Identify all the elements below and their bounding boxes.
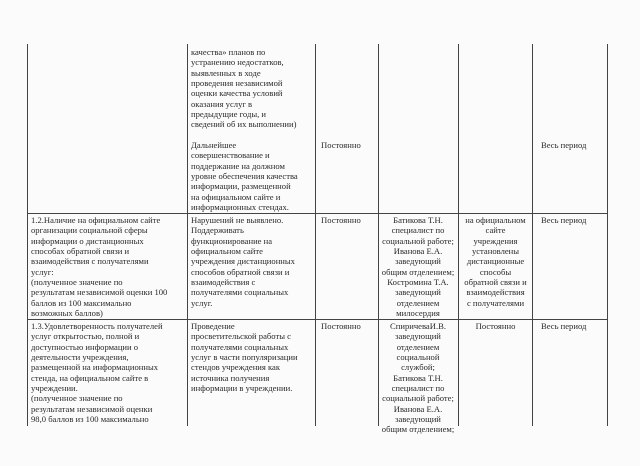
table-border-left [27,44,28,426]
row1-criterion [31,47,185,211]
row2-measure: Нарушений не выявлено. Поддерживать функционирование на официальном сайте учреждения дистанционных способов обратной связи и взаимодействия с получателями социальных услуг. [191,215,295,308]
table-border-col3 [315,44,316,426]
row2-deadline: Постоянно [321,215,361,225]
row2-responsible: Батикова Т.Н. специалист по социальной работе; Иванова Е.А. заведующий общим отделением; Костромина Т.А. заведующий отделением милосердия [381,215,455,319]
row3-result: Постоянно [475,321,516,331]
row2-period: Весь период [541,215,587,225]
row1-responsible [379,47,457,59]
row2-criterion: 1.2.Наличие на официальном сайте организации социальной сферы информации о дистанционных способах обратной связи и взаимодействия с получателями услуг: (полученное значение по результатам независимой оценки 100 баллов из 100 максимально возможных баллов) [31,215,168,319]
table-border-col6 [532,44,533,426]
row3-responsible: СпиричеваИ.В. заведующий отделением социальной службой; Батикова Т.Н. специалист по социальной работе; Иванова Е.А. заведующий общим отделением; [381,321,455,435]
row3-period: Весь период [541,321,587,331]
table-row-divider-2 [27,319,608,320]
row1-deadline: Постоянно [321,140,361,150]
table-border-col2 [187,44,188,426]
row1-result [459,47,532,59]
row2-result: на официальном сайте учреждения установлены дистанционные способы обратной связи и взаимодействия с получателями [464,215,527,308]
row3-criterion: 1.3.Удовлетворенность получателей услуг открытостью, полной и доступностью информации о деятельности учреждения, размещенной на информационных стенда, на официальном сайте в учреждении. (полученное значение по результатам независимой оценки 98,0 баллов из 100 максимально [31,321,163,425]
row3-measure: Проведение просветительской работы с получателями социальных услуг в части популяризации стендов учреждения как источника получения информации в учреждении. [191,321,298,394]
table-border-right [607,44,608,426]
row3-deadline: Постоянно [321,321,361,331]
row1-measure: качества» планов по устранению недостатков, выявленных в ходе проведения независимой оценки качества условий оказания услуг в предыдущие годы, и сведений об их выполнении) Дальнейшее совершенствование и поддержание на должном уровне обеспечения качества информации, размещенной на официальном сайте и информационных стендах. [191,47,298,213]
row1-period: Весь период [541,140,587,150]
table-row-divider-1 [27,213,608,214]
